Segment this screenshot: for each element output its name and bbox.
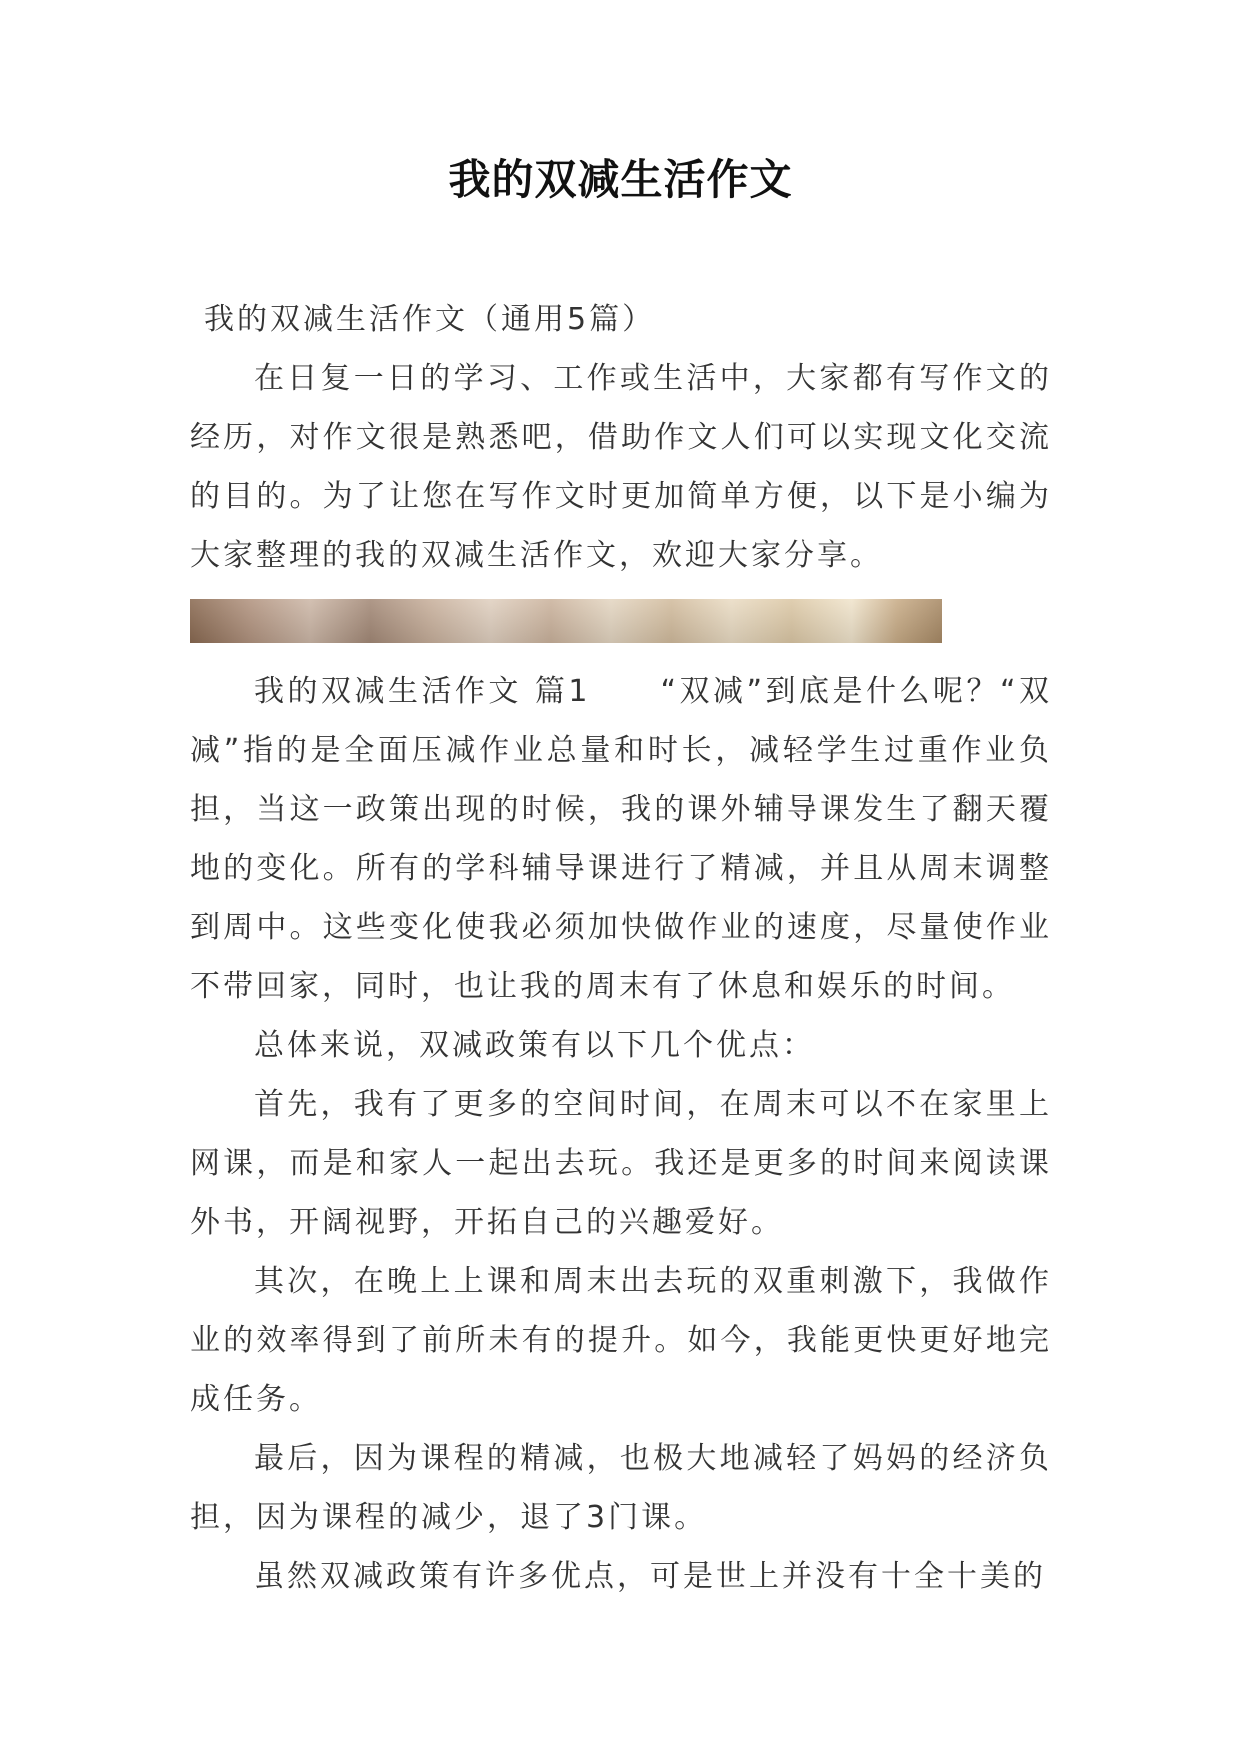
- intro-paragraph: 在日复一日的学习、工作或生活中，大家都有写作文的经历，对作文很是熟悉吧，借助作文人们可以实现文化交流的目的。为了让您在写作文时更加简单方便，以下是小编为大家整理的我的双减生活作文，欢迎大家分享。: [190, 361, 1052, 573]
- essay1-paragraph: 其次，在晚上上课和周末出去玩的双重刺激下，我做作业的效率得到了前所未有的提升。如今，我能更快更好地完成任务。: [190, 1264, 1052, 1417]
- essay1-paragraph: 虽然双减政策有许多优点，可是世上并没有十全十美的: [254, 1559, 1046, 1594]
- essay1-paragraph: 总体来说，双减政策有以下几个优点：: [254, 1028, 815, 1063]
- document-subtitle: 我的双减生活作文（通用5篇）: [204, 302, 656, 337]
- document-title: 我的双减生活作文: [448, 155, 793, 204]
- banner-image-shade: [190, 599, 942, 643]
- essay1-paragraph: 首先，我有了更多的空间时间，在周末可以不在家里上网课，而是和家人一起出去玩。我还是更多的时间来阅读课外书，开阔视野，开拓自己的兴趣爱好。: [190, 1087, 1052, 1240]
- essay1-first-para-rest: “双减”指的是全面压减作业总量和时长，减轻学生过重作业负担，当这一政策出现的时候，我的课外辅导课发生了翻天覆地的变化。所有的学科辅导课进行了精减，并且从周末调整到周中。这些变化使我必须加快做作业的速度，尽量使作业不带回家，同时，也让我的周末有了休息和娱乐的时间。: [190, 674, 1052, 1004]
- essay1-first-sentence: “双减”到底是什么呢？: [660, 674, 1000, 709]
- document-body: [190, 290, 1052, 1606]
- essay1-paragraph: 最后，因为课程的精减，也极大地减轻了妈妈的经济负担，因为课程的减少，退了3门课。: [190, 1441, 1052, 1535]
- essay1-heading: 我的双减生活作文 篇1: [254, 674, 591, 709]
- banner-image: [190, 599, 942, 643]
- essay1-first-paragraph: [190, 662, 1052, 1016]
